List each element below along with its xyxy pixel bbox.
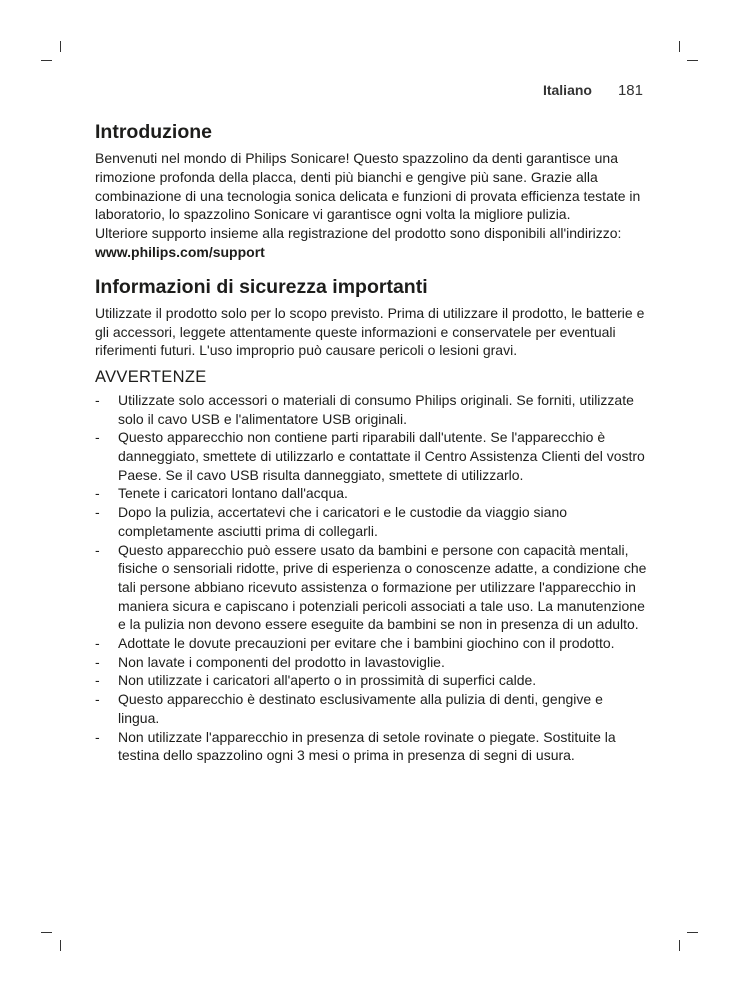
bullet-dash: -	[95, 672, 100, 689]
bullet-dash: -	[95, 728, 100, 745]
list-item-text: Utilizzate solo accessori o materiali di consumo Philips originali. Se forniti, utilizzate solo il cavo USB e l'alimentatore USB originali.	[118, 391, 634, 427]
support-url-link[interactable]: www.philips.com/support	[95, 243, 265, 260]
safety-paragraph: Utilizzate il prodotto solo per lo scopo previsto. Prima di utilizzare il prodotto, le batterie e gli accessori, leggete attentamente queste informazioni e conservatele per eventuali riferimenti futuri. L'uso improprio può causare pericoli o lesioni gravi.	[95, 304, 645, 359]
bullet-dash: -	[95, 653, 100, 670]
support-paragraph	[95, 224, 647, 261]
list-item	[95, 634, 647, 653]
list-item-text: Questo apparecchio non contiene parti riparabili dall'utente. Se l'apparecchio è danneggiato, smettete di utilizzarlo e contattate il Centro Assistenza Clienti del vostro Paese. Se il cavo USB risulta danneggiato, smettete di utilizzarlo.	[118, 429, 645, 483]
intro-paragraph: Benvenuti nel mondo di Philips Sonicare! Questo spazzolino da denti garantisce una rimozione profonda della placca, denti più bianchi e gengive più sane. Grazie alla combinazione di una tecnologia sonica delicata e funzioni di provata efficienza testate in laboratorio, lo spazzolino Sonicare vi garantisce ogni volta la migliore pulizia.	[95, 150, 641, 223]
crop-mark-top-left-v	[60, 41, 61, 52]
language-label: Italiano	[542, 82, 592, 98]
bullet-dash: -	[95, 691, 100, 708]
intro-heading: Introduzione	[95, 121, 212, 143]
page-number: 181	[617, 82, 643, 99]
crop-mark-bottom-right-h	[687, 932, 698, 933]
intro-section	[95, 119, 647, 262]
bullet-dash: -	[95, 541, 100, 558]
bullet-dash: -	[95, 504, 100, 521]
list-item-text: Adottate le dovute precauzioni per evitare che i bambini giochino con il prodotto.	[118, 635, 615, 652]
list-item-text: Dopo la pulizia, accertatevi che i caricatori e le custodie da viaggio siano completamente asciutti prima di collegarli.	[118, 504, 568, 539]
list-item	[95, 671, 647, 690]
list-item	[95, 503, 647, 540]
support-text: Ulteriore supporto insieme alla registrazione del prodotto sono disponibili all'indirizzo:	[95, 225, 622, 242]
crop-mark-bottom-left-h	[41, 932, 52, 933]
bullet-dash: -	[95, 635, 100, 652]
bullet-dash: -	[95, 391, 100, 408]
warnings-heading: AVVERTENZE	[95, 367, 207, 386]
list-item-text: Questo apparecchio è destinato esclusivamente alla pulizia di denti, gengive e lingua.	[118, 691, 603, 726]
list-item	[95, 391, 647, 428]
list-item	[95, 428, 647, 484]
page-header	[543, 82, 643, 99]
crop-mark-top-left-h	[41, 60, 52, 61]
list-item	[95, 653, 647, 672]
list-item	[95, 728, 647, 765]
list-item-text: Tenete i caricatori lontano dall'acqua.	[118, 485, 348, 502]
bullet-dash: -	[95, 485, 100, 502]
list-item-text: Questo apparecchio può essere usato da bambini e persone con capacità mentali, fisiche o sensoriali ridotte, prive di esperienza o conoscenze adatte, a condizione che tali persone abbiano ricevuto assistenza o formazione per utilizzare l'apparecchio in maniera sicura e capiscano i potenziali pericoli associati a tale uso. La manutenzione e la pulizia non devono essere eseguite da bambini se non in presenza di un adulto.	[118, 541, 647, 633]
safety-heading: Informazioni di sicurezza importanti	[95, 275, 428, 298]
document-body	[95, 119, 647, 765]
warnings-section	[95, 368, 647, 765]
bullet-dash: -	[95, 429, 100, 446]
list-item	[95, 690, 647, 727]
crop-mark-top-right-v	[679, 41, 680, 52]
list-item-text: Non utilizzate i caricatori all'aperto o in prossimità di superfici calde.	[118, 672, 537, 689]
list-item	[95, 484, 647, 503]
list-item-text: Non lavate i componenti del prodotto in lavastoviglie.	[118, 653, 445, 670]
crop-mark-bottom-right-v	[679, 940, 680, 951]
list-item	[95, 541, 647, 635]
safety-section	[95, 274, 647, 360]
list-item-text: Non utilizzate l'apparecchio in presenza di setole rovinate o piegate. Sostituite la testina dello spazzolino ogni 3 mesi o prima in presenza di segni di usura.	[118, 728, 616, 764]
warnings-list	[95, 391, 647, 765]
crop-mark-bottom-left-v	[60, 940, 61, 951]
crop-mark-top-right-h	[687, 60, 698, 61]
